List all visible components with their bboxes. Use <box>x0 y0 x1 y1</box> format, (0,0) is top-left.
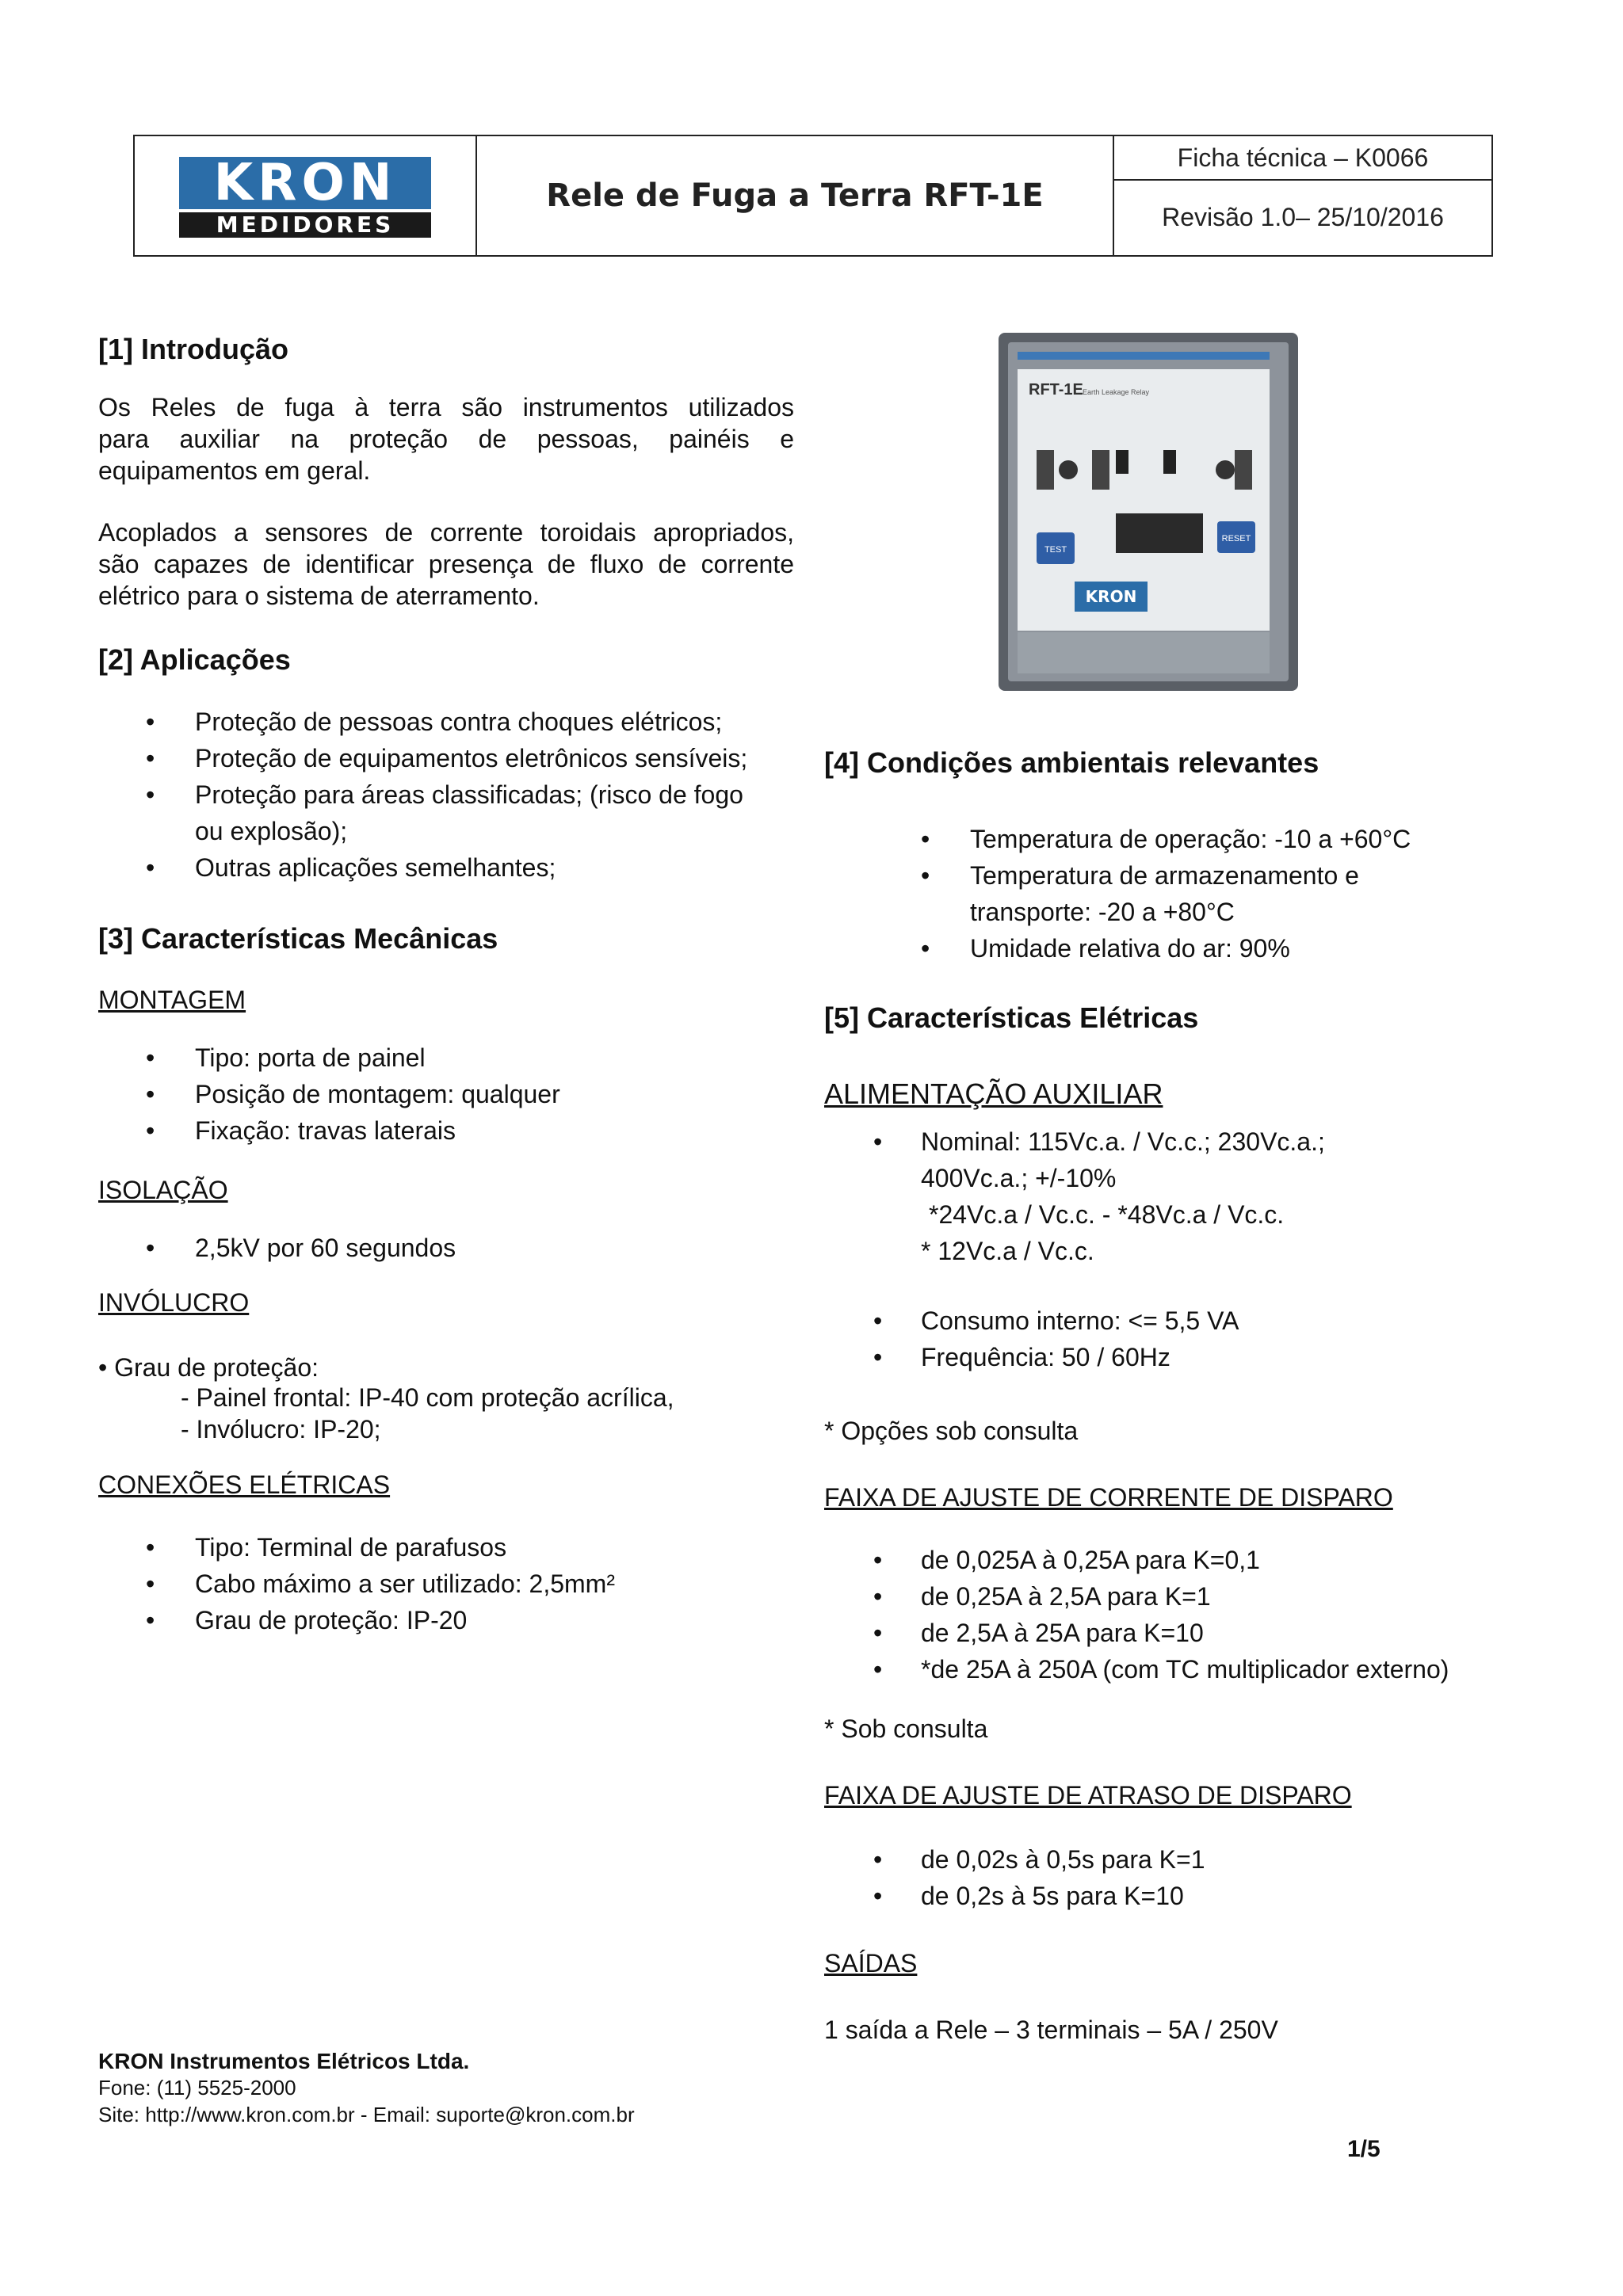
list-item: • Consumo interno: <= 5,5 VA <box>873 1302 1507 1339</box>
mechanical-heading: [3] Características Mecânicas <box>98 922 498 955</box>
logo-wordmark: KRON <box>179 157 431 209</box>
text-line: para auxiliar na proteção de pessoas, painéis e <box>98 425 794 453</box>
trip-switch <box>1163 450 1176 474</box>
list-item: • Posição de montagem: qualquer <box>146 1076 780 1112</box>
list-item: • Proteção para áreas classificadas; (risco de fogo <box>146 776 804 813</box>
list-item: • de 0,02s à 0,5s para K=1 <box>873 1841 1507 1878</box>
aux-other-list <box>873 1302 1507 1375</box>
list-item: • 2,5kV por 60 segundos <box>146 1230 780 1266</box>
delay-scale <box>1235 450 1252 490</box>
aux-nominal-list <box>873 1123 1507 1269</box>
trip-delay-list <box>873 1841 1507 1914</box>
test-button-label: TEST <box>1044 545 1067 555</box>
outputs-subtitle: SAÍDAS <box>824 1949 918 1978</box>
page-number: 1/5 <box>1347 2136 1381 2162</box>
applications-heading: [2] Aplicações <box>98 643 291 676</box>
trip-delay-subtitle: FAIXA DE AJUSTE DE ATRASO DE DISPARO <box>824 1781 1352 1810</box>
list-item: • Fixação: travas laterais <box>146 1112 780 1149</box>
connections-list <box>146 1529 812 1638</box>
delay-knob <box>1216 460 1235 479</box>
enclosure-front-panel: - Painel frontal: IP-40 com proteção acrílica, <box>181 1383 674 1412</box>
trip-current-note: * Sob consulta <box>824 1714 988 1743</box>
list-item: • de 0,25A à 2,5A para K=1 <box>873 1578 1507 1615</box>
trip-current-subtitle: FAIXA DE AJUSTE DE CORRENTE DE DISPARO <box>824 1483 1393 1512</box>
enclosure-subtitle: INVÓLUCRO <box>98 1288 250 1317</box>
list-item: • Outras aplicações semelhantes; <box>146 849 804 886</box>
insulation-list <box>146 1230 780 1266</box>
list-item: • Grau de proteção: IP-20 <box>146 1602 812 1638</box>
current-knob <box>1059 460 1078 479</box>
logo-cell <box>135 136 477 255</box>
document-title: Rele de Fuga a Terra RFT-1E <box>546 177 1044 214</box>
footer-company: KRON Instrumentos Elétricos Ltda. <box>98 2049 470 2073</box>
footer-phone: Fone: (11) 5525-2000 <box>98 2076 296 2100</box>
list-item-continuation: ou explosão); <box>195 817 348 845</box>
list-item-continuation: transporte: -20 a +80°C <box>970 898 1235 926</box>
list-item: • Tipo: Terminal de parafusos <box>146 1529 812 1566</box>
sheet-id: Ficha técnica – K0066 <box>1114 136 1491 181</box>
trip-current-list <box>873 1542 1507 1688</box>
list-item: • Proteção de equipamentos eletrônicos sensíveis; <box>146 740 804 776</box>
intro-paragraph-2 <box>98 517 794 612</box>
document-header <box>133 135 1493 257</box>
title-cell <box>477 136 1114 255</box>
list-item: • Temperatura de armazenamento e <box>921 857 1523 894</box>
connections-subtitle: CONEXÕES ELÉTRICAS <box>98 1470 391 1499</box>
applications-list <box>146 704 804 886</box>
list-item-continuation: *24Vc.a / Vc.c. - *48Vc.a / Vc.c. <box>929 1200 1285 1229</box>
text-line: Os Reles de fuga à terra são instrumentos utilizados <box>98 393 794 421</box>
logo-tagline: MEDIDORES <box>179 212 431 238</box>
footer-site[interactable]: Site: http://www.kron.com.br - Email: suporte@kron.com.br <box>98 2103 635 2126</box>
list-item-continuation: * 12Vc.a / Vc.c. <box>921 1237 1094 1265</box>
list-item: • Tipo: porta de painel <box>146 1039 780 1076</box>
aux-note: * Opções sob consulta <box>824 1417 1079 1445</box>
mounting-subtitle: MONTAGEM <box>98 986 246 1014</box>
list-item: • *de 25A à 250A (com TC multiplicador externo) <box>873 1651 1507 1688</box>
text-line: elétrico para o sistema de aterramento. <box>98 582 540 610</box>
ambient-heading: [4] Condições ambientais relevantes <box>824 746 1319 779</box>
revision: Revisão 1.0– 25/10/2016 <box>1162 202 1444 231</box>
intro-heading: [1] Introdução <box>98 333 288 365</box>
list-item: • Nominal: 115Vc.a. / Vc.c.; 230Vc.a.; <box>873 1123 1507 1160</box>
insulation-subtitle: ISOLAÇÃO <box>98 1176 228 1204</box>
list-item: • Frequência: 50 / 60Hz <box>873 1339 1507 1375</box>
current-scale <box>1037 450 1054 490</box>
list-item-continuation: 400Vc.a.; +/-10% <box>921 1164 1117 1192</box>
mounting-list <box>146 1039 780 1149</box>
list-item: • de 0,025A à 0,25A para K=0,1 <box>873 1542 1507 1578</box>
kron-logo <box>179 154 431 238</box>
meta-cell <box>1114 136 1491 255</box>
text-line: equipamentos em geral. <box>98 456 371 485</box>
device-top-stripe <box>1018 352 1270 360</box>
list-item: • Cabo máximo a ser utilizado: 2,5mm² <box>146 1566 812 1602</box>
ambient-list <box>921 821 1523 967</box>
aux-supply-subtitle: ALIMENTAÇÃO AUXILIAR <box>824 1077 1163 1110</box>
device-lower-cover <box>1018 632 1270 673</box>
list-item: • de 2,5A à 25A para K=10 <box>873 1615 1507 1651</box>
list-item: • Proteção de pessoas contra choques elétricos; <box>146 704 804 740</box>
list-item: • Temperatura de operação: -10 a +60°C <box>921 821 1523 857</box>
device-photo <box>997 331 1300 692</box>
list-item: • de 0,2s à 5s para K=10 <box>873 1878 1507 1914</box>
on-switch <box>1116 450 1128 474</box>
text-line: são capazes de identificar presença de fluxo de corrente <box>98 550 794 578</box>
intro-paragraph-1 <box>98 391 794 486</box>
text-line: Acoplados a sensores de corrente toroidais apropriados, <box>98 518 794 547</box>
enclosure-housing: - Invólucro: IP-20; <box>181 1415 381 1444</box>
device-model: RFT-1E <box>1029 381 1083 399</box>
device-subtitle: Earth Leakage Relay <box>1083 388 1150 396</box>
device-brand: KRON <box>1085 587 1137 606</box>
enclosure-protection-label: • Grau de proteção: <box>98 1353 319 1382</box>
electrical-heading: [5] Características Elétricas <box>824 1001 1199 1034</box>
current-range <box>1092 450 1109 490</box>
reset-button-label: RESET <box>1221 534 1251 543</box>
list-item: • Umidade relativa do ar: 90% <box>921 930 1523 967</box>
settings-table <box>1116 513 1203 553</box>
outputs-text: 1 saída a Rele – 3 terminais – 5A / 250V <box>824 2016 1278 2044</box>
